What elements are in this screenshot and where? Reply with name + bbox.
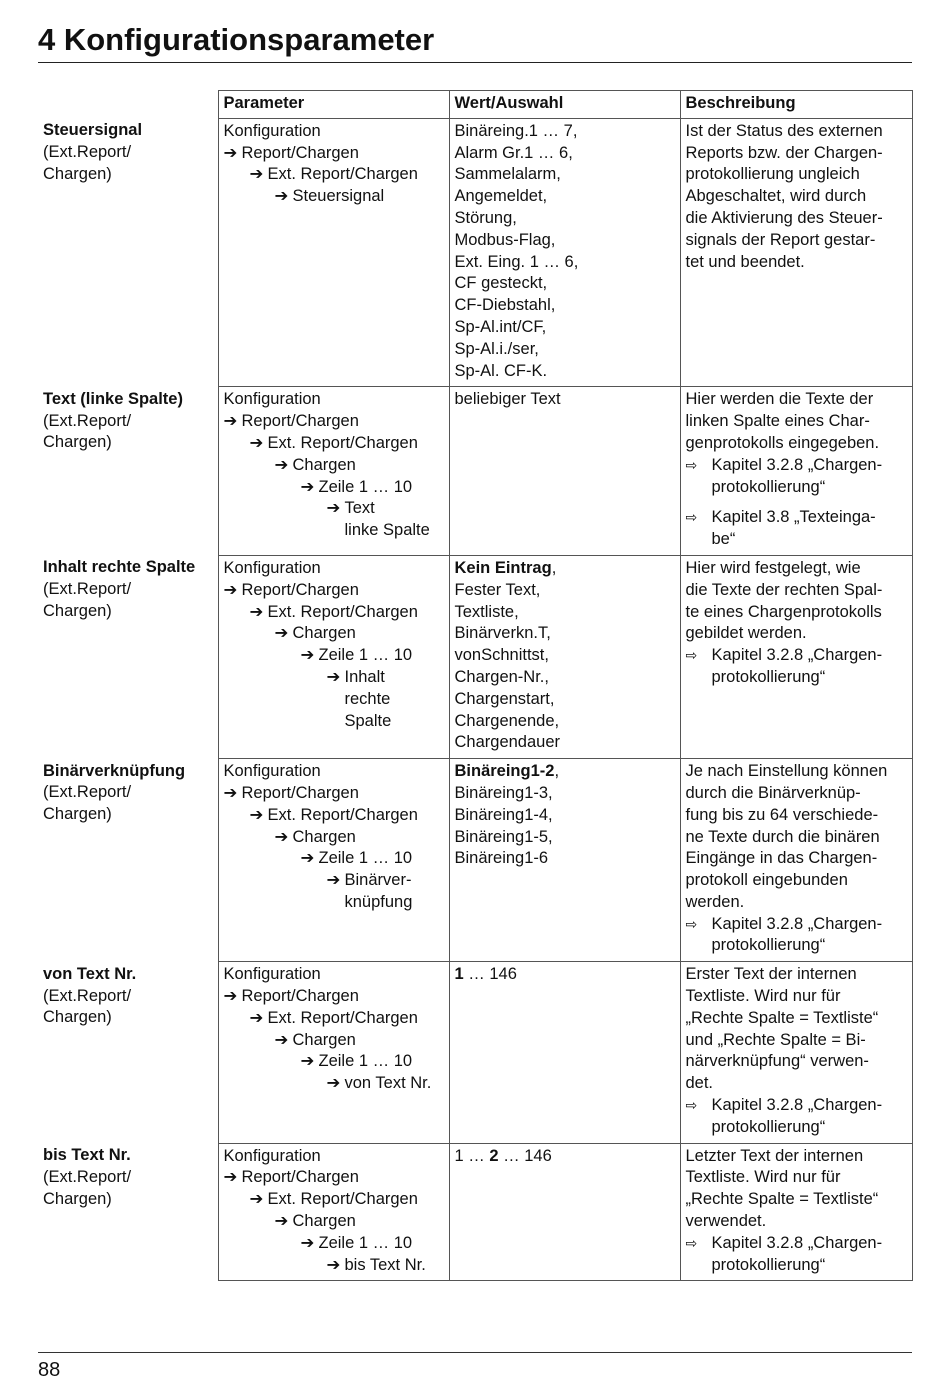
value-text: Binäreing1-5, [454, 827, 553, 846]
menu-path-step [224, 164, 444, 186]
value-option [455, 252, 675, 274]
menu-path-step [224, 870, 444, 892]
menu-path-label: Ext. Report/Chargen [267, 1008, 418, 1027]
cross-reference-text: Kapitel 3.2.8 „Chargen- [711, 455, 883, 474]
menu-path-step [224, 477, 444, 499]
menu-path-label: Report/Chargen [241, 987, 359, 1006]
menu-path-step [224, 783, 444, 805]
value-option [455, 164, 675, 186]
menu-path-label: Report/Chargen [241, 412, 359, 431]
menu-path-label: Chargen [292, 1030, 356, 1049]
menu-path-step [224, 711, 444, 733]
menu-path-step [224, 121, 444, 143]
description-line: Letzter Text der internen [685, 1146, 864, 1165]
value-text: Modbus-Flag, [454, 230, 556, 249]
menu-path-label: Ext. Report/Chargen [267, 165, 418, 184]
parameter-context: (Ext.Report/ [43, 580, 132, 599]
cross-reference-text: Kapitel 3.2.8 „Chargen- [711, 914, 883, 933]
menu-path-label: Chargen [292, 827, 356, 846]
value-text: beliebiger Text [454, 390, 561, 409]
value-text: Sp-Al. CF-K. [454, 361, 548, 380]
parameter-name: Text (linke Spalte) [43, 389, 183, 408]
table-row [38, 759, 912, 962]
arrow-right-icon: ➔ [326, 871, 341, 890]
parameter-context: (Ext.Report/ [43, 783, 132, 802]
value-text: vonSchnittst, [454, 646, 549, 665]
menu-path-label: Chargen [292, 1212, 356, 1231]
menu-path-label: linke Spalte [344, 521, 430, 540]
arrow-right-icon: ➔ [300, 646, 315, 665]
menu-path-label: Binärver- [344, 871, 412, 890]
value-text: Binäreing1-4, [454, 805, 553, 824]
parameter-context: Chargen) [43, 1008, 112, 1027]
arrow-right-icon: ➔ [300, 1052, 315, 1071]
value-cell [449, 962, 680, 1143]
description-line: Eingänge in das Chargen- [685, 849, 878, 868]
description-line: Abgeschaltet, wird durch [685, 187, 867, 206]
menu-path-step [224, 827, 444, 849]
menu-path-label: Ext. Report/Chargen [267, 1190, 418, 1209]
menu-path-label: bis Text Nr. [344, 1255, 426, 1274]
description-line: protokoll eingebunden [685, 871, 848, 890]
menu-path-label: Zeile 1 … 10 [318, 1052, 413, 1071]
description-line: und „Rechte Spalte = Bi- [685, 1030, 866, 1049]
cross-reference-text: protokollierung“ [711, 667, 826, 686]
description-line: Hier wird festgelegt, wie [685, 558, 861, 577]
arrow-right-icon: ➔ [274, 187, 289, 206]
menu-path-label: Zeile 1 … 10 [318, 477, 413, 496]
cross-reference-text: protokollierung“ [711, 1255, 826, 1274]
table-row [38, 387, 912, 556]
description-line: Textliste. Wird nur für [685, 1168, 841, 1187]
menu-path-step [224, 964, 444, 986]
menu-path-step [224, 667, 444, 689]
menu-path-cell [218, 962, 449, 1143]
default-value: 2 [489, 1146, 499, 1165]
arrow-right-icon: ➔ [274, 624, 289, 643]
value-option [455, 667, 675, 689]
description-line: die Aktivierung des Steuer- [685, 208, 883, 227]
value-text: CF gesteckt, [454, 274, 548, 293]
parameter-context: Chargen) [43, 805, 112, 824]
menu-path-label: Inhalt [344, 667, 385, 686]
menu-path-label: Zeile 1 … 10 [318, 849, 413, 868]
table-row [38, 555, 912, 758]
description-line: protokollierung ungleich [685, 165, 860, 184]
menu-path-label: Report/Chargen [241, 783, 359, 802]
arrow-right-icon: ➔ [300, 477, 315, 496]
hollow-arrow-right-icon: ⇨ [685, 456, 698, 473]
value-separator: , [551, 558, 557, 577]
arrow-right-icon: ➔ [249, 433, 264, 452]
description-line: te eines Chargenprotokolls [685, 602, 882, 621]
cross-reference [686, 507, 907, 551]
header-wert-auswahl: Wert/Auswahl [449, 91, 680, 119]
menu-path-step [224, 1189, 444, 1211]
menu-path-label: Text [344, 499, 375, 518]
table-row [38, 962, 912, 1143]
value-option [455, 317, 675, 339]
value-cell [449, 118, 680, 387]
cross-reference [686, 645, 907, 689]
value-text: Binäreing1-3, [454, 783, 553, 802]
parameter-context: Chargen) [43, 164, 112, 183]
menu-path-label: Zeile 1 … 10 [318, 1233, 413, 1252]
value-option [455, 645, 675, 667]
value-cell [449, 759, 680, 962]
cross-reference [686, 455, 907, 499]
arrow-right-icon: ➔ [274, 1212, 289, 1231]
description-cell [680, 118, 912, 387]
cross-reference [686, 1233, 907, 1277]
menu-path-label: Chargen [292, 624, 356, 643]
arrow-right-icon: ➔ [326, 667, 341, 686]
arrow-right-icon: ➔ [249, 805, 264, 824]
menu-path-step [224, 1008, 444, 1030]
menu-path-label: knüpfung [344, 892, 413, 911]
arrow-right-icon: ➔ [274, 1030, 289, 1049]
arrow-right-icon: ➔ [223, 143, 238, 162]
arrow-right-icon: ➔ [300, 1233, 315, 1252]
value-option [455, 295, 675, 317]
menu-path-step [224, 558, 444, 580]
value-option [455, 689, 675, 711]
cross-reference-text: protokollierung“ [711, 477, 826, 496]
menu-path-step [224, 1146, 444, 1168]
arrow-right-icon: ➔ [249, 602, 264, 621]
row-header [38, 118, 218, 387]
menu-path-step [224, 520, 444, 542]
value-option [455, 827, 675, 849]
menu-path-step [224, 1167, 444, 1189]
value-text: Sp-Al.int/CF, [454, 317, 547, 336]
value-text: Alarm Gr.1 … 6, [454, 143, 573, 162]
value-option [455, 602, 675, 624]
menu-path-step [224, 892, 444, 914]
description-line: Hier werden die Texte der [685, 390, 874, 409]
menu-path-step [224, 455, 444, 477]
menu-path-label: Zeile 1 … 10 [318, 646, 413, 665]
menu-path-step [224, 848, 444, 870]
value-option [455, 558, 675, 580]
table-row [38, 1143, 912, 1281]
value-text: Chargenende, [454, 711, 560, 730]
description-line: Textliste. Wird nur für [685, 987, 841, 1006]
cross-reference [686, 1095, 907, 1139]
footer-rule [38, 1352, 912, 1353]
menu-path-label: Steuersignal [292, 187, 385, 206]
hollow-arrow-right-icon: ⇨ [685, 647, 698, 664]
description-line: signals der Report gestar- [685, 230, 876, 249]
description-line: die Texte der rechten Spal- [685, 580, 883, 599]
value-cell [449, 387, 680, 556]
arrow-right-icon: ➔ [300, 849, 315, 868]
menu-path-label: Chargen [292, 455, 356, 474]
arrow-right-icon: ➔ [274, 455, 289, 474]
menu-path-cell [218, 555, 449, 758]
arrow-right-icon: ➔ [223, 783, 238, 802]
arrow-right-icon: ➔ [249, 1190, 264, 1209]
menu-path-label: Report/Chargen [241, 143, 359, 162]
cross-reference-text: protokollierung“ [711, 1117, 826, 1136]
value-text: … 146 [463, 965, 517, 984]
parameter-context: (Ext.Report/ [43, 411, 132, 430]
menu-path-step [224, 433, 444, 455]
menu-path-step [224, 689, 444, 711]
description-line: tet und beendet. [685, 252, 805, 271]
description-line: gebildet werden. [685, 624, 807, 643]
parameter-table [38, 90, 913, 1281]
value-separator: , [554, 762, 560, 781]
arrow-right-icon: ➔ [223, 987, 238, 1006]
value-cell [449, 555, 680, 758]
hollow-arrow-right-icon: ⇨ [685, 1097, 698, 1114]
description-line: linken Spalte eines Char- [685, 412, 870, 431]
value-option [455, 805, 675, 827]
arrow-right-icon: ➔ [274, 827, 289, 846]
value-text: Angemeldet, [454, 187, 548, 206]
value-option [455, 623, 675, 645]
arrow-right-icon: ➔ [223, 580, 238, 599]
menu-path-step [224, 1211, 444, 1233]
hollow-arrow-right-icon: ⇨ [685, 509, 698, 526]
description-line: genprotokolls eingegeben. [685, 433, 880, 452]
menu-path-step [224, 986, 444, 1008]
menu-path-step [224, 580, 444, 602]
parameter-context: Chargen) [43, 602, 112, 621]
description-line: ne Texte durch die binären [685, 827, 880, 846]
parameter-name: Steuersignal [43, 121, 143, 140]
arrow-right-icon: ➔ [326, 1074, 341, 1093]
value-text: Störung, [454, 208, 517, 227]
menu-path-step [224, 623, 444, 645]
default-value: Binäreing1-2 [454, 762, 555, 781]
value-option [455, 783, 675, 805]
value-option [455, 761, 675, 783]
menu-path-label: Report/Chargen [241, 1168, 359, 1187]
row-header [38, 387, 218, 556]
row-header [38, 759, 218, 962]
hollow-arrow-right-icon: ⇨ [685, 1234, 698, 1251]
menu-path-step [224, 1030, 444, 1052]
value-text: Binäreing.1 … 7, [454, 121, 578, 140]
cross-reference-text: protokollierung“ [711, 936, 826, 955]
arrow-right-icon: ➔ [223, 412, 238, 431]
page-number: 88 [38, 1359, 61, 1381]
menu-path-label: rechte [344, 689, 391, 708]
value-text: Chargenstart, [454, 689, 555, 708]
description-line: „Rechte Spalte = Textliste“ [685, 1008, 879, 1027]
description-cell [680, 387, 912, 556]
header-blank [38, 91, 218, 119]
parameter-context: (Ext.Report/ [43, 986, 132, 1005]
value-text: … 146 [498, 1146, 552, 1165]
parameter-context: (Ext.Report/ [43, 1167, 132, 1186]
menu-path-cell [218, 1143, 449, 1281]
parameter-name: bis Text Nr. [43, 1146, 131, 1165]
value-option [455, 964, 675, 986]
description-line: närverknüpfung“ verwen- [685, 1052, 869, 1071]
description-cell [680, 962, 912, 1143]
description-line: durch die Binärverknüp- [685, 783, 861, 802]
menu-path-label: Konfiguration [223, 390, 321, 409]
arrow-right-icon: ➔ [326, 1255, 341, 1274]
menu-path-step [224, 645, 444, 667]
menu-path-label: Konfiguration [223, 121, 321, 140]
value-text: Sp-Al.i./ser, [454, 339, 539, 358]
description-line: Ist der Status des externen [685, 121, 883, 140]
arrow-right-icon: ➔ [223, 1168, 238, 1187]
arrow-right-icon: ➔ [249, 1008, 264, 1027]
menu-path-label: Ext. Report/Chargen [267, 433, 418, 452]
menu-path-step [224, 186, 444, 208]
value-cell [449, 1143, 680, 1281]
description-cell [680, 555, 912, 758]
chapter-title: 4 Konfigurationsparameter [38, 20, 912, 63]
menu-path-cell [218, 759, 449, 962]
cross-reference-text: Kapitel 3.2.8 „Chargen- [711, 646, 883, 665]
menu-path-label: Konfiguration [223, 762, 321, 781]
description-cell [680, 1143, 912, 1281]
value-option [455, 186, 675, 208]
menu-path-step [224, 805, 444, 827]
default-value: 1 [454, 965, 464, 984]
cross-reference-text: Kapitel 3.2.8 „Chargen- [711, 1233, 883, 1252]
value-text: Binäreing1-6 [454, 849, 549, 868]
arrow-right-icon: ➔ [326, 499, 341, 518]
value-option [455, 580, 675, 602]
parameter-name: Binärverknüpfung [43, 761, 186, 780]
menu-path-step [224, 411, 444, 433]
menu-path-label: von Text Nr. [344, 1074, 432, 1093]
value-option [455, 273, 675, 295]
description-line: fung bis zu 64 verschiede- [685, 805, 879, 824]
parameter-context: Chargen) [43, 1189, 112, 1208]
description-line: det. [685, 1074, 714, 1093]
value-option [455, 121, 675, 143]
row-header [38, 962, 218, 1143]
description-line: Reports bzw. der Chargen- [685, 143, 883, 162]
menu-path-label: Konfiguration [223, 1146, 321, 1165]
value-option [455, 143, 675, 165]
cross-reference-text: Kapitel 3.2.8 „Chargen- [711, 1096, 883, 1115]
menu-path-step [224, 761, 444, 783]
value-option [455, 230, 675, 252]
parameter-context: (Ext.Report/ [43, 143, 132, 162]
row-header [38, 555, 218, 758]
value-text: Textliste, [454, 602, 519, 621]
value-text: 1 … [454, 1146, 490, 1165]
description-cell [680, 759, 912, 962]
parameter-name: von Text Nr. [43, 964, 137, 983]
hollow-arrow-right-icon: ⇨ [685, 915, 698, 932]
menu-path-label: Ext. Report/Chargen [267, 805, 418, 824]
value-text: Ext. Eing. 1 … 6, [454, 252, 579, 271]
cross-reference-text: be“ [711, 530, 736, 549]
description-line: verwendet. [685, 1212, 767, 1231]
menu-path-step [224, 1255, 444, 1277]
arrow-right-icon: ➔ [249, 165, 264, 184]
parameter-name: Inhalt rechte Spalte [43, 558, 196, 577]
value-text: Fester Text, [454, 580, 541, 599]
value-option [455, 711, 675, 733]
menu-path-cell [218, 387, 449, 556]
value-option [455, 361, 675, 383]
table-row [38, 118, 912, 387]
menu-path-step [224, 143, 444, 165]
menu-path-label: Spalte [344, 711, 392, 730]
menu-path-label: Ext. Report/Chargen [267, 602, 418, 621]
value-option [455, 732, 675, 754]
menu-path-label: Konfiguration [223, 965, 321, 984]
cross-reference-text: Kapitel 3.8 „Texteinga- [711, 508, 876, 527]
menu-path-step [224, 1233, 444, 1255]
row-header [38, 1143, 218, 1281]
description-line: „Rechte Spalte = Textliste“ [685, 1190, 879, 1209]
value-option [455, 1146, 675, 1168]
description-line: Je nach Einstellung können [685, 762, 888, 781]
parameter-context: Chargen) [43, 433, 112, 452]
menu-path-step [224, 389, 444, 411]
menu-path-step [224, 1073, 444, 1095]
menu-path-step [224, 1051, 444, 1073]
menu-path-step [224, 498, 444, 520]
value-option [455, 208, 675, 230]
value-text: Binärverkn.T, [454, 624, 551, 643]
value-text: Chargen-Nr., [454, 667, 549, 686]
value-text: Chargendauer [454, 733, 560, 752]
header-parameter: Parameter [218, 91, 449, 119]
menu-path-label: Report/Chargen [241, 580, 359, 599]
description-line: Erster Text der internen [685, 965, 857, 984]
value-text: CF-Diebstahl, [454, 296, 556, 315]
menu-path-step [224, 602, 444, 624]
description-line: werden. [685, 892, 745, 911]
value-text: Sammelalarm, [454, 165, 561, 184]
cross-reference [686, 914, 907, 958]
value-option [455, 389, 675, 411]
menu-path-label: Konfiguration [223, 558, 321, 577]
default-value: Kein Eintrag [454, 558, 552, 577]
table-header-row [38, 91, 912, 119]
value-option [455, 339, 675, 361]
value-option [455, 848, 675, 870]
header-beschreibung: Beschreibung [680, 91, 912, 119]
menu-path-cell [218, 118, 449, 387]
